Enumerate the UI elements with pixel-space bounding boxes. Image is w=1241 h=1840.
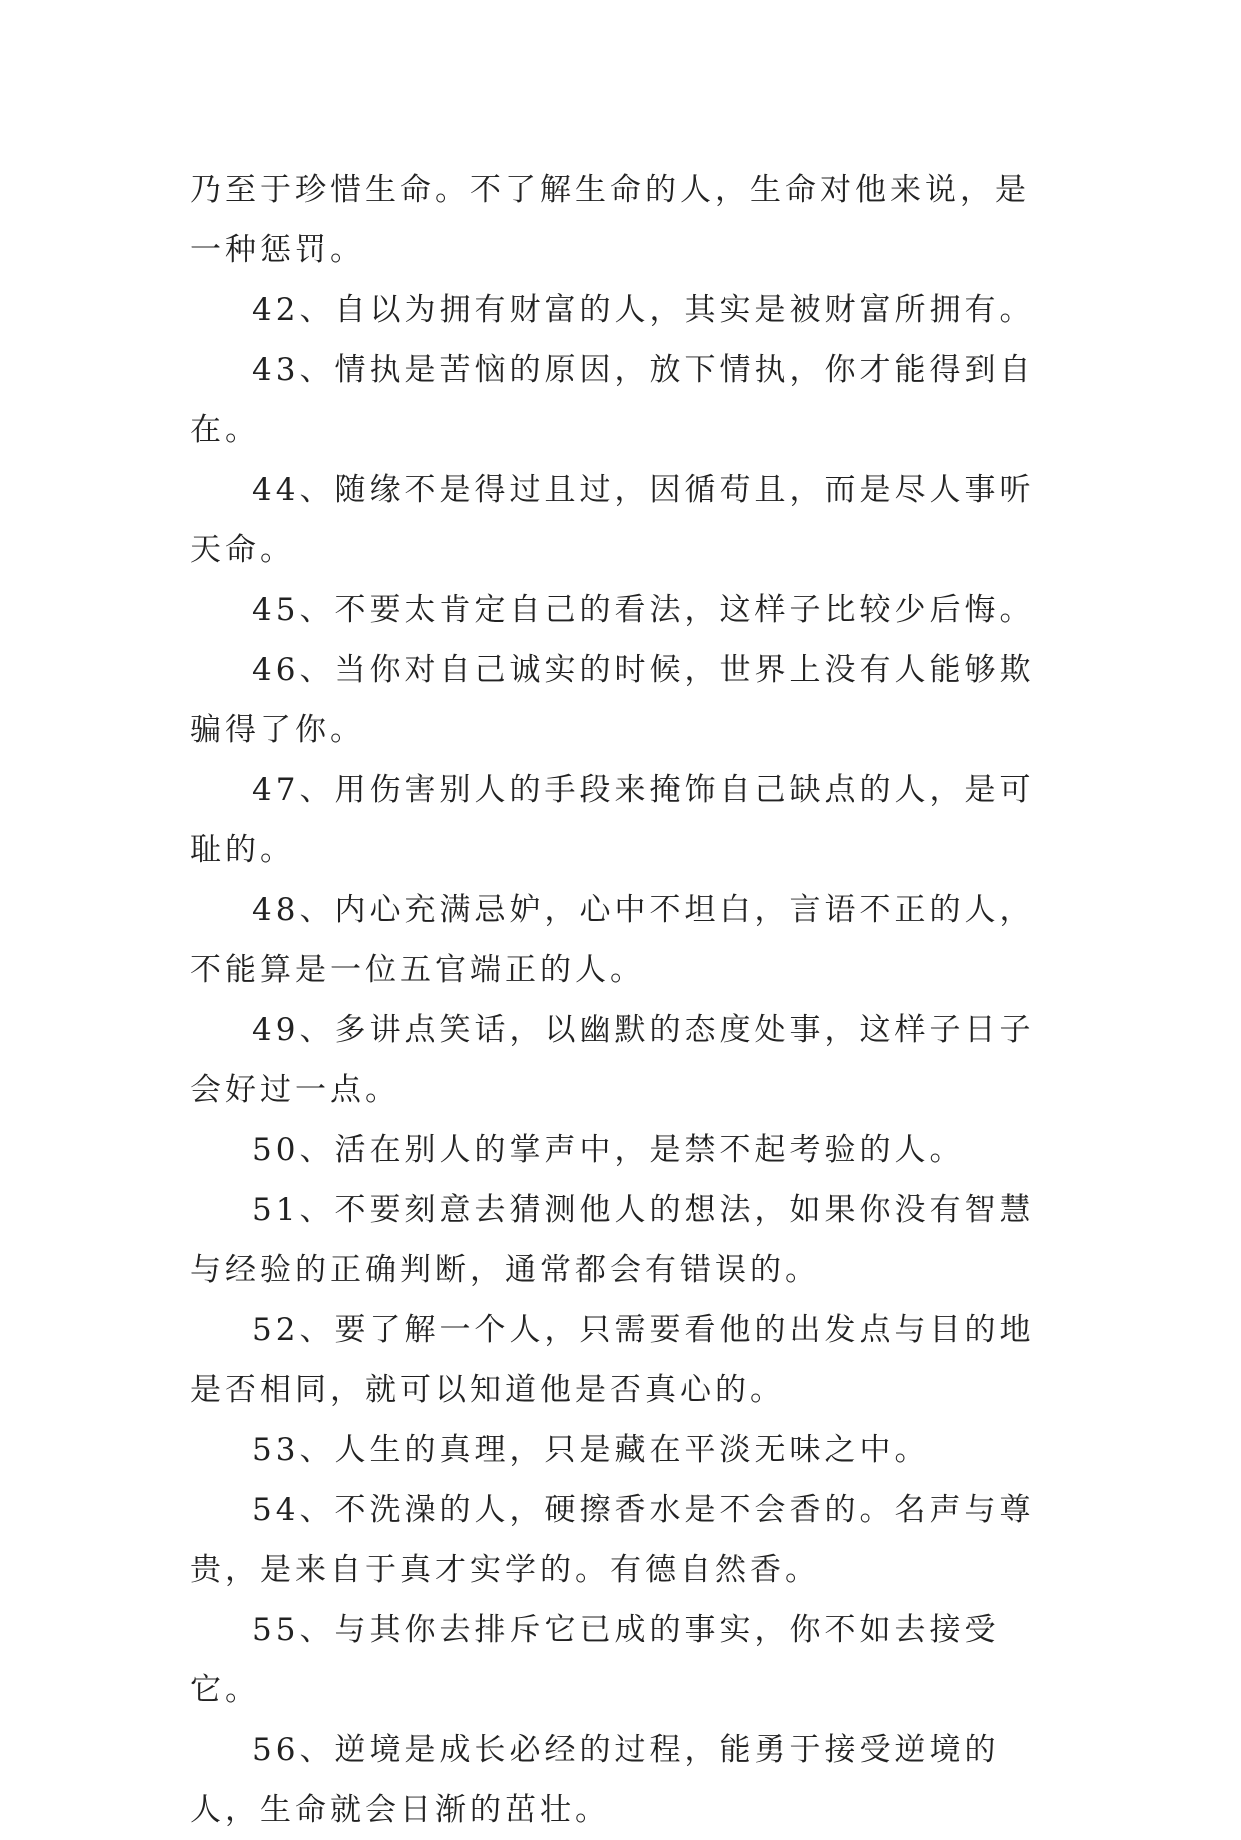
paragraph-continuation: 乃至于珍惜生命。不了解生命的人，生命对他来说，是一种惩罚。 <box>190 172 1030 268</box>
paragraph-53: 53、人生的真理，只是藏在平淡无味之中。 <box>252 1432 930 1468</box>
paragraph-47: 47、用伤害别人的手段来掩饰自己缺点的人，是可耻的。 <box>190 772 1035 868</box>
paragraph-54: 54、不洗澡的人，硬擦香水是不会香的。名声与尊贵，是来自于真才实学的。有德自然香。 <box>190 1492 1035 1588</box>
paragraph-50: 50、活在别人的掌声中，是禁不起考验的人。 <box>252 1132 965 1168</box>
paragraph-56: 56、逆境是成长必经的过程，能勇于接受逆境的人，生命就会日渐的茁壮。 <box>190 1732 1000 1828</box>
paragraph-45: 45、不要太肯定自己的看法，这样子比较少后悔。 <box>252 592 1035 628</box>
document-body <box>190 160 1060 1840</box>
paragraph-55: 55、与其你去排斥它已成的事实，你不如去接受它。 <box>190 1612 1000 1708</box>
paragraph-52: 52、要了解一个人，只需要看他的出发点与目的地是否相同，就可以知道他是否真心的。 <box>190 1312 1035 1408</box>
paragraph-44: 44、随缘不是得过且过，因循苟且，而是尽人事听天命。 <box>190 472 1035 568</box>
paragraph-48: 48、内心充满忌妒，心中不坦白，言语不正的人，不能算是一位五官端正的人。 <box>190 892 1035 988</box>
paragraph-51: 51、不要刻意去猜测他人的想法，如果你没有智慧与经验的正确判断，通常都会有错误的。 <box>190 1192 1035 1288</box>
paragraph-49: 49、多讲点笑话，以幽默的态度处事，这样子日子会好过一点。 <box>190 1012 1035 1108</box>
paragraph-46: 46、当你对自己诚实的时候，世界上没有人能够欺骗得了你。 <box>190 652 1035 748</box>
paragraph-42: 42、自以为拥有财富的人，其实是被财富所拥有。 <box>252 292 1035 328</box>
paragraph-43: 43、情执是苦恼的原因，放下情执，你才能得到自在。 <box>190 352 1035 448</box>
